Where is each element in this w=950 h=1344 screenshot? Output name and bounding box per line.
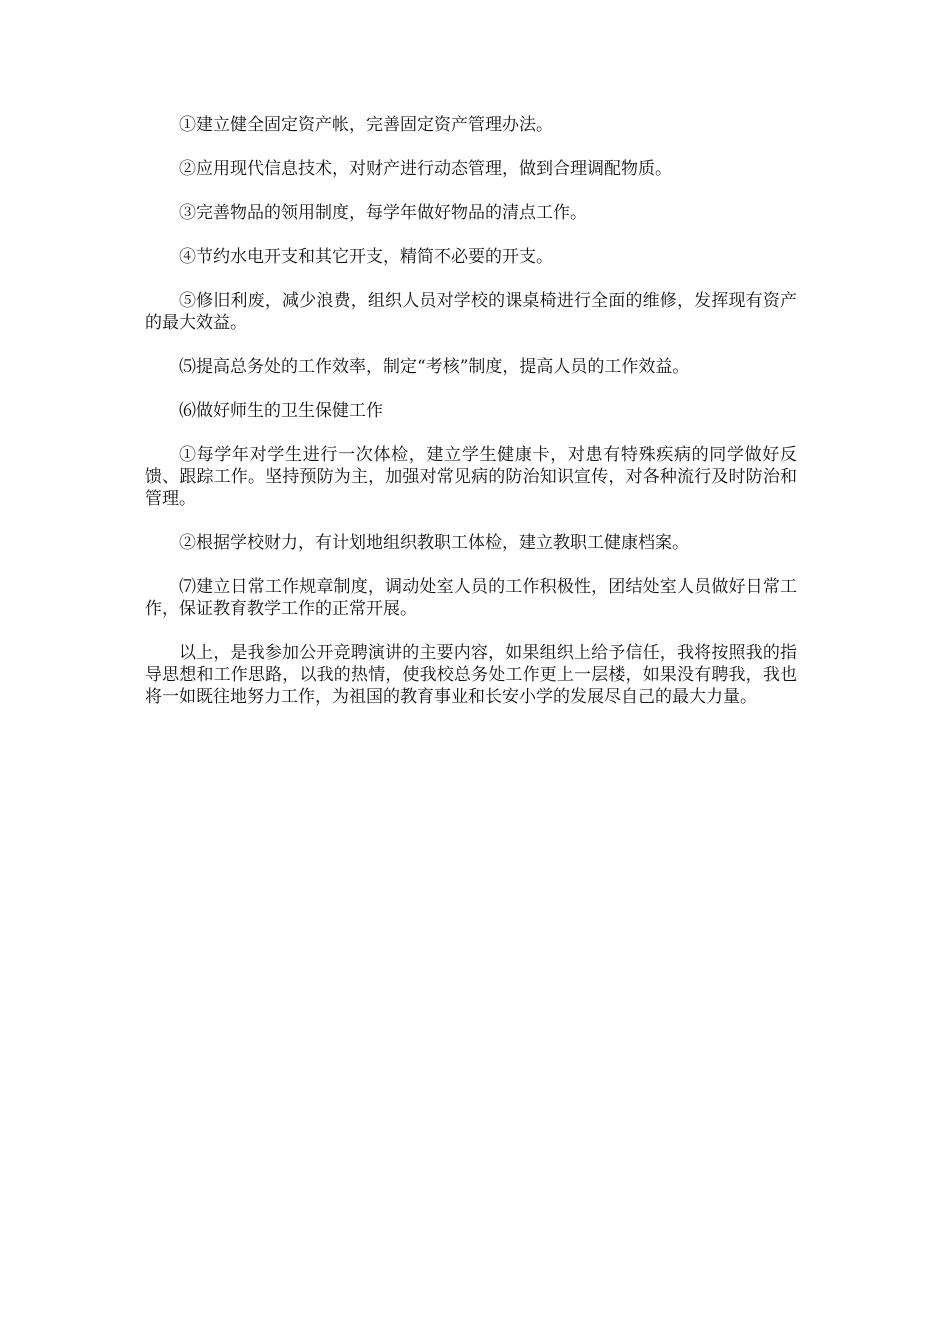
paragraph-5: ⑤修旧利废，减少浪费，组织人员对学校的课桌椅进行全面的维修，发挥现有资产的最大效益。 [145, 291, 797, 333]
paragraph-8: ①每学年对学生进行一次体检，建立学生健康卡，对患有特殊疾病的同学做好反馈、跟踪工作。坚持预防为主，加强对常见病的防治知识宣传，对各种流行及时防治和管理。 [145, 445, 797, 509]
paragraph-4: ④节约水电开支和其它开支，精简不必要的开支。 [179, 247, 553, 267]
paragraph-7: ⑹做好师生的卫生保健工作 [179, 401, 383, 421]
document-body [145, 114, 797, 730]
paragraph-11: 以上，是我参加公开竞聘演讲的主要内容，如果组织上给予信任，我将按照我的指导思想和工作思路，以我的热情，使我校总务处工作更上一层楼，如果没有聘我，我也将一如既往地努力工作，为祖国的教育事业和长安小学的发展尽自己的最大力量。 [145, 643, 797, 707]
paragraph-6: ⑸提高总务处的工作效率，制定“考核”制度，提高人员的工作效益。 [179, 357, 690, 377]
paragraph-3: ③完善物品的领用制度，每学年做好物品的清点工作。 [179, 203, 587, 223]
paragraph-1: ①建立健全固定资产帐，完善固定资产管理办法。 [179, 115, 553, 135]
paragraph-2: ②应用现代信息技术，对财产进行动态管理，做到合理调配物质。 [179, 159, 672, 179]
paragraph-9: ②根据学校财力，有计划地组织教职工体检，建立教职工健康档案。 [179, 533, 689, 553]
paragraph-10: ⑺建立日常工作规章制度，调动处室人员的工作积极性，团结处室人员做好日常工作，保证教育教学工作的正常开展。 [145, 577, 797, 619]
